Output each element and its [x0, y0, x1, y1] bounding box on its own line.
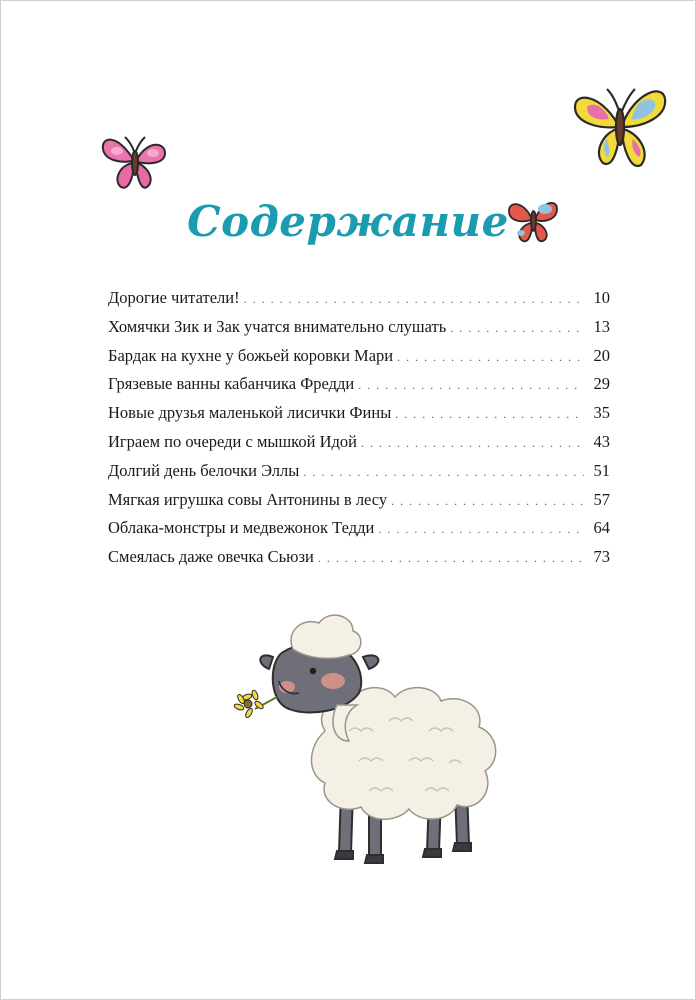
toc-row[interactable]	[108, 457, 610, 486]
toc-leader-dots	[378, 515, 584, 544]
toc-page-number: 64	[593, 518, 610, 538]
yellow-butterfly-icon	[567, 77, 673, 177]
daisy-flower-icon	[233, 689, 277, 718]
toc-leader-dots	[391, 487, 584, 516]
toc-entry-title: Бардак на кухне у божьей коровки Мари	[108, 345, 394, 365]
toc-page-number: 13	[593, 316, 610, 336]
toc-leader-dots	[395, 400, 584, 429]
toc-entry-title: Хомячки Зик и Зак учатся внимательно слушать	[108, 316, 447, 336]
toc-row[interactable]	[108, 370, 610, 399]
page-title: Содержание	[187, 197, 509, 246]
toc-row[interactable]	[108, 284, 610, 313]
toc-leader-dots	[318, 544, 584, 573]
toc-entry-title: Новые друзья маленькой лисички Фины	[108, 403, 392, 423]
toc-page-number: 20	[593, 345, 610, 365]
toc-row[interactable]	[108, 428, 610, 457]
toc-page-number: 35	[593, 403, 610, 423]
toc-entry-title: Мягкая игрушка совы Антонины в лесу	[108, 489, 388, 509]
sheep-illustration	[229, 601, 519, 871]
toc-page-number: 73	[593, 547, 610, 567]
toc-page-number: 57	[593, 489, 610, 509]
toc-entry-title: Смеялась даже овечка Сьюзи	[108, 547, 314, 567]
toc-row[interactable]	[108, 514, 610, 543]
toc-page-number: 10	[593, 288, 610, 307]
toc-page-number: 29	[593, 374, 610, 394]
toc-page-number: 43	[593, 431, 610, 451]
toc-entry-title: Долгий день белочки Эллы	[108, 460, 300, 480]
toc-page-number: 51	[593, 460, 610, 480]
toc-entry-title: Играем по очереди с мышкой Идой	[108, 431, 357, 451]
toc-leader-dots	[303, 458, 584, 487]
toc-row[interactable]	[108, 399, 610, 428]
toc-leader-dots	[361, 429, 584, 458]
toc-entry-title: Грязевые ванны кабанчика Фредди	[108, 374, 355, 394]
toc-row[interactable]	[108, 543, 610, 572]
toc-row[interactable]	[108, 313, 610, 342]
toc-leader-dots	[244, 285, 584, 314]
pink-butterfly-icon	[99, 129, 171, 195]
toc-leader-dots	[450, 314, 584, 343]
toc-row[interactable]	[108, 342, 610, 371]
toc-row[interactable]	[108, 486, 610, 515]
toc-leader-dots	[397, 343, 584, 372]
toc-entry-title: Дорогие читатели!	[108, 288, 240, 307]
table-of-contents	[108, 284, 610, 572]
toc-entry-title: Облака-монстры и медвежонок Тедди	[108, 518, 375, 538]
toc-leader-dots	[358, 371, 584, 400]
